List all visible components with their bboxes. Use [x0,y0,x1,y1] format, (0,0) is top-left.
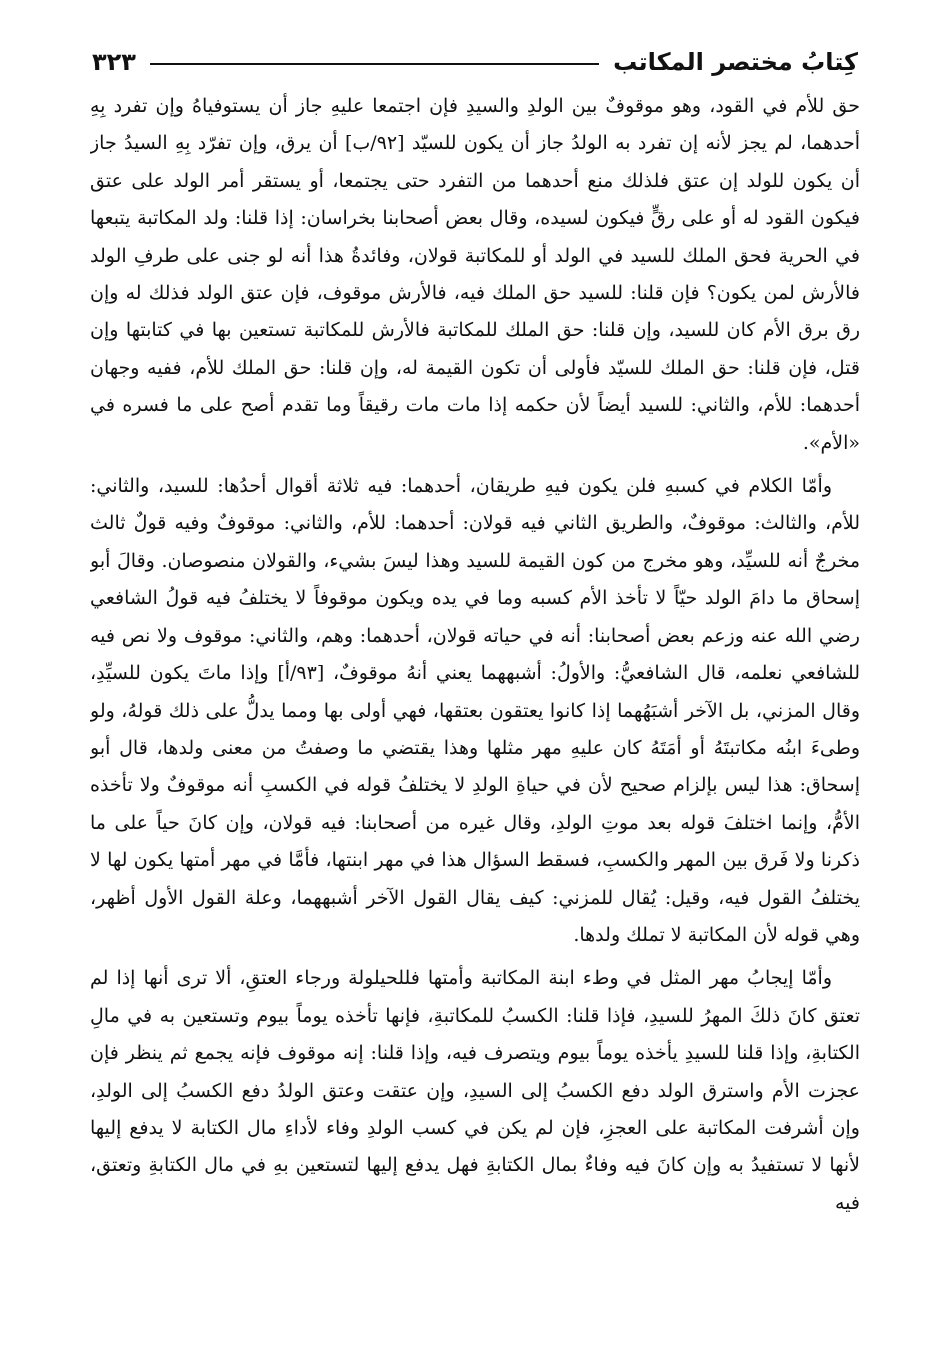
page-header [92,40,858,84]
page-body [90,88,860,1358]
header-rule [150,63,599,65]
paragraph-2: وأمّا الكلام في كسبهِ فلن يكون فيهِ طريقان، أحدهما: فيه ثلاثة أقوال أحدُها: للسيد، والثاني: للأم، والثالث: موقوفٌ، والطريق الثاني فيه قولان: أحدهما: للأم، والثاني: موقوفٌ وفيه قولٌ ثالث مخرجٌ أنه للسيِّد، وهو مخرج من كون القيمة للسيد وهذا ليسَ بشيء، والقولان منصوصان. وقالَ أبو إسحاق ما دامَ الولد حيّاً لا تأخذ الأم كسبه وما في يده ويكون موقوفاً لا يختلفُ فيه قولُ الشافعي رضي الله عنه وزعم بعض أصحابنا: أنه في حياته قولان، أحدهما: وهم، والثاني: موقوف ولا نص فيه للشافعي نعلمه، قال الشافعيُّ: والأولُ: أشبههما يعني أنهُ موقوفٌ، [٩٣/أ] وإذا ماتَ يكون للسيِّدِ، وقال المزني، بل الآخر أشبَهُهما إذا كانوا يعتقون بعتقها، فهي أولى بها ومما يدلُّ على ذلك قولهُ، ولو وطىءَ ابنُه مكاتبتَهُ أو أمَتَهُ كان عليهِ مهر مثلها وهذا يقتضي ما وصفتُ من معنى ولدها، قال أبو إسحاق: هذا ليس بإلزام صحيح لأن في حياةِ الولدِ لا يختلفُ قوله في الكسبِ أنه موقوفٌ ولا تأخذه الأمُّ، وإنما اختلفَ قوله بعد موتِ الولدِ، وقال غيره من أصحابنا: فيه قولان، وإن كانَ حياً على ما ذكرنا ولا فَرق بين المهر والكسبِ، فسقط السؤال هذا في مهر ابنتها، فأمَّا في مهر أمتها يكون لها لا يختلفُ القول فيه، وقيل: يُقال للمزني: كيف يقال القول الآخر أشبههما، وعلة القول الأول أظهر، وهي قوله لأن المكاتبة لا تملك ولدها. [90,475,860,946]
paragraph-3: وأمّا إيجابُ مهر المثل في وطء ابنة المكاتبة وأمتها فللحيلولة ورجاء العتقِ، ألا ترى أنها إذا لم تعتق كانَ ذلكَ المهرُ للسيدِ، فإذا قلنا: الكسبُ للمكاتبةِ، فإنها تأخذه يوماً بيوم وتستعين به في مالِ الكتابةِ، وإذا قلنا للسيدِ يأخذه يوماً بيوم ويتصرف فيه، وإذا قلنا: إنه موقوف فإنه يجمع ثم ينظر فإن عجزت الأم واسترق الولد دفع الكسبُ إلى السيدِ، وإن عتقت وعتق الولدُ دفع الكسبُ إلى الولدِ، وإن أشرفت المكاتبة على العجزِ، فإن لم يكن في كسب الولدِ وفاء لأداءِ مال الكتابة لا يدفع إليها لأنها لا تستفيدُ به وإن كانَ فيه وفاءٌ بمال الكتابةِ فهل يدفع إليها لتستعين بهِ في مال الكتابةِ وتعتق، فيه [90,967,860,1214]
book-title: كِتابُ مختصر المكاتب [613,48,858,76]
page-number: ٣٢٣ [92,48,136,76]
paragraph-1: حق للأم في القود، وهو موقوفٌ بين الولدِ والسيدِ فإن اجتمعا عليهِ جاز أن يستوفياهُ وإن تفرد بِهِ أحدهما، لم يجز لأنه إن تفرد به الولدُ جاز أن يكون للسيّد [٩٢/ب] أن يرق، وإن تفرّد بِهِ السيدُ جاز أن يكون للولد إن عتق فلذلك منع أحدهما من التفرد حتى يجتمعا، أو يستقر أمر الولد على عتق فيكون القود له أو على رقٍّ فيكون لسيده، وقال بعض أصحابنا بخراسان: إذا قلنا: ولد المكاتبة يتبعها في الحرية فحق الملك للسيد في الولد أو للمكاتبة قولان، وفائدةُ هذا أنه لو جنى على طرفِ الولد فالأرش لمن يكون؟ فإن قلنا: للسيد حق الملك فيه، فالأرش موقوف، فإن عتق الولد فذلك له وإن رق برق الأم كان للسيد، وإن قلنا: حق الملك للمكاتبة فالأرش للمكاتبة تستعين بها في كتابتها وإن قتل، فإن قلنا: حق الملك للسيّد فأولى أن تكون القيمة له، وإن قلنا: حق الملك للأم، ففيه وجهان أحدهما: للأم، والثاني: للسيد أيضاً لأن حكمه إذا مات مات رقيقاً وما تقدم أصح على ما فسره في «الأم». [90,95,860,454]
